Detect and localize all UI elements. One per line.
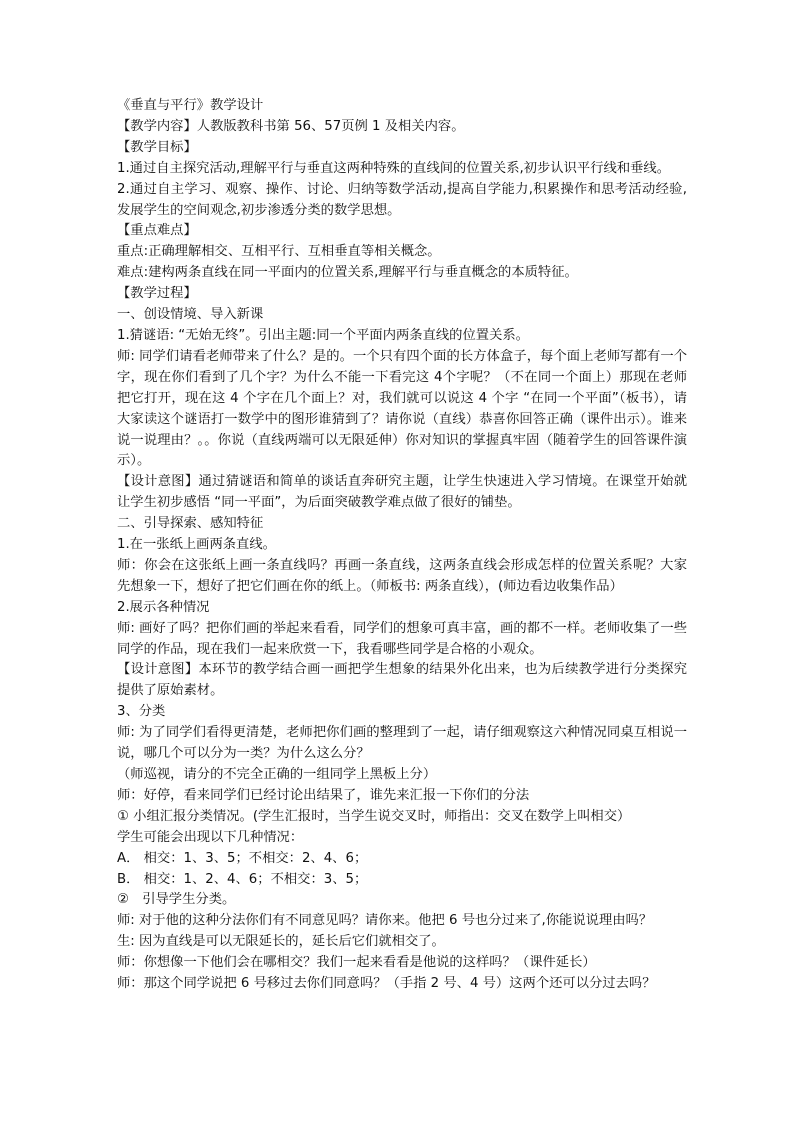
guide-classify: ② 引导学生分类。	[117, 892, 236, 908]
patrol-note: （师巡视，请分的不完全正确的一组同学上黑板上分）	[117, 767, 437, 782]
riddle-line: 1.猜谜语: “无始无终”。引出主题:同一个平面内两条直线的位置关系。	[117, 327, 529, 343]
keypoints-heading: 【重点难点】	[117, 223, 197, 239]
design-intent-2: 【设计意图】本环节的教学结合画一画把学生想象的结果外化出来，也为后续教学进行分类探究提供了原始素材。	[117, 662, 687, 699]
group-report: ① 小组汇报分类情况。(学生汇报时，当学生说交叉时，师指出：交叉在数学上叫相交）	[117, 808, 631, 824]
teacher-paragraph-3: 师: 画好了吗？把你们画的举起来看看，同学们的想象可真丰富，画的都不一样。老师收集了一些同学的作品，现在我们一起来欣赏一下，我看哪些同学是合格的小观众。	[117, 620, 687, 657]
process-heading: 【教学过程】	[117, 286, 197, 302]
option-a: A． 相交：1、3、5；不相交：2、4、6；	[117, 850, 368, 866]
teacher-paragraph-2: 师：你会在这张纸上画一条直线吗？再画一条直线，这两条直线会形成怎样的位置关系呢？大家先想象一下，想好了把它们画在你的纸上。（师板书: 两条直线），(师边看边收集作品）	[117, 557, 687, 594]
objectives-heading: 【教学目标】	[117, 139, 197, 155]
section-1-heading: 一、创设情境、导入新课	[117, 307, 264, 323]
step-3: 3、分类	[117, 704, 166, 720]
teaching-content: 【教学内容】人教版教科书第 56、57页例 1 及相关内容。	[117, 118, 465, 134]
teacher-paragraph-1: 师: 同学们请看老师带来了什么？是的。一个只有四个面的长方体盒子，每个面上老师写都有一个字，现在你们看到了几个字？为什么不能一下看完这 4个字呢？（不在同一个面上）那现在老师把它打开，现在这 4 个字在几个面上？对，我们就可以说这 4 个字 “在同一个平面”（板书），请大家读这个谜语打一数学中的图形谁猜到了？请你说（直线）恭喜你回答正确（课件出示）。谁来说一说理由？。。你说（直线两端可以无限延伸）你对知识的掌握真牢固（随着学生的回答课件演示）。	[117, 348, 687, 469]
section-2-heading: 二、引导探索、感知特征	[117, 516, 264, 532]
step-1: 1.在一张纸上画两条直线。	[117, 537, 276, 553]
teacher-paragraph-4: 师: 为了同学们看得更清楚，老师把你们画的整理到了一起，请仔细观察这六种情况同桌互相说一说，哪几个可以分为一类？为什么这么分？	[117, 725, 687, 762]
objective-2: 2.通过自主学习、观察、操作、讨论、归纳等数学活动,提高自学能力,积累操作和思考活动经验,发展学生的空间观念,初步渗透分类的数学思想。	[117, 181, 687, 218]
document-page	[117, 96, 687, 995]
student-answer: 生: 因为直线是可以无限延长的，延长后它们就相交了。	[117, 934, 445, 950]
possible-cases: 学生可能会出现以下几种情况：	[117, 829, 304, 845]
doc-title: 《垂直与平行》教学设计	[117, 98, 264, 113]
teacher-paragraph-7: 师：你想像一下他们会在哪相交？我们一起来看看是他说的这样吗？（课件延长）	[117, 955, 596, 971]
design-intent-1: 【设计意图】通过猜谜语和简单的谈话直奔研究主题，让学生快速进入学习情境。在课堂开始就让学生初步感悟 “同一平面”，为后面突破教学难点做了很好的铺垫。	[117, 474, 687, 511]
keypoint: 重点:正确理解相交、互相平行、互相垂直等相关概念。	[117, 244, 441, 260]
step-2: 2.展示各种情况	[117, 599, 210, 615]
difficulty: 难点:建构两条直线在同一平面内的位置关系,理解平行与垂直概念的本质特征。	[117, 265, 578, 281]
option-b: B． 相交：1、2、4、6；不相交：3、5；	[117, 871, 368, 887]
teacher-paragraph-8: 师：那这个同学说把 6 号移过去你们同意吗？（手指 2 号、4 号）这两个还可以分过去吗？	[117, 976, 656, 992]
teacher-paragraph-5: 师：好停，看来同学们已经讨论出结果了，谁先来汇报一下你们的分法	[117, 787, 530, 803]
objective-1: 1.通过自主探究活动,理解平行与垂直这两种特殊的直线间的位置关系,初步认识平行线和垂线。	[117, 160, 671, 176]
teacher-paragraph-6: 师: 对于他的这种分法你们有不同意见吗？请你来。他把 6 号也分过来了,你能说说理由吗？	[117, 913, 653, 929]
